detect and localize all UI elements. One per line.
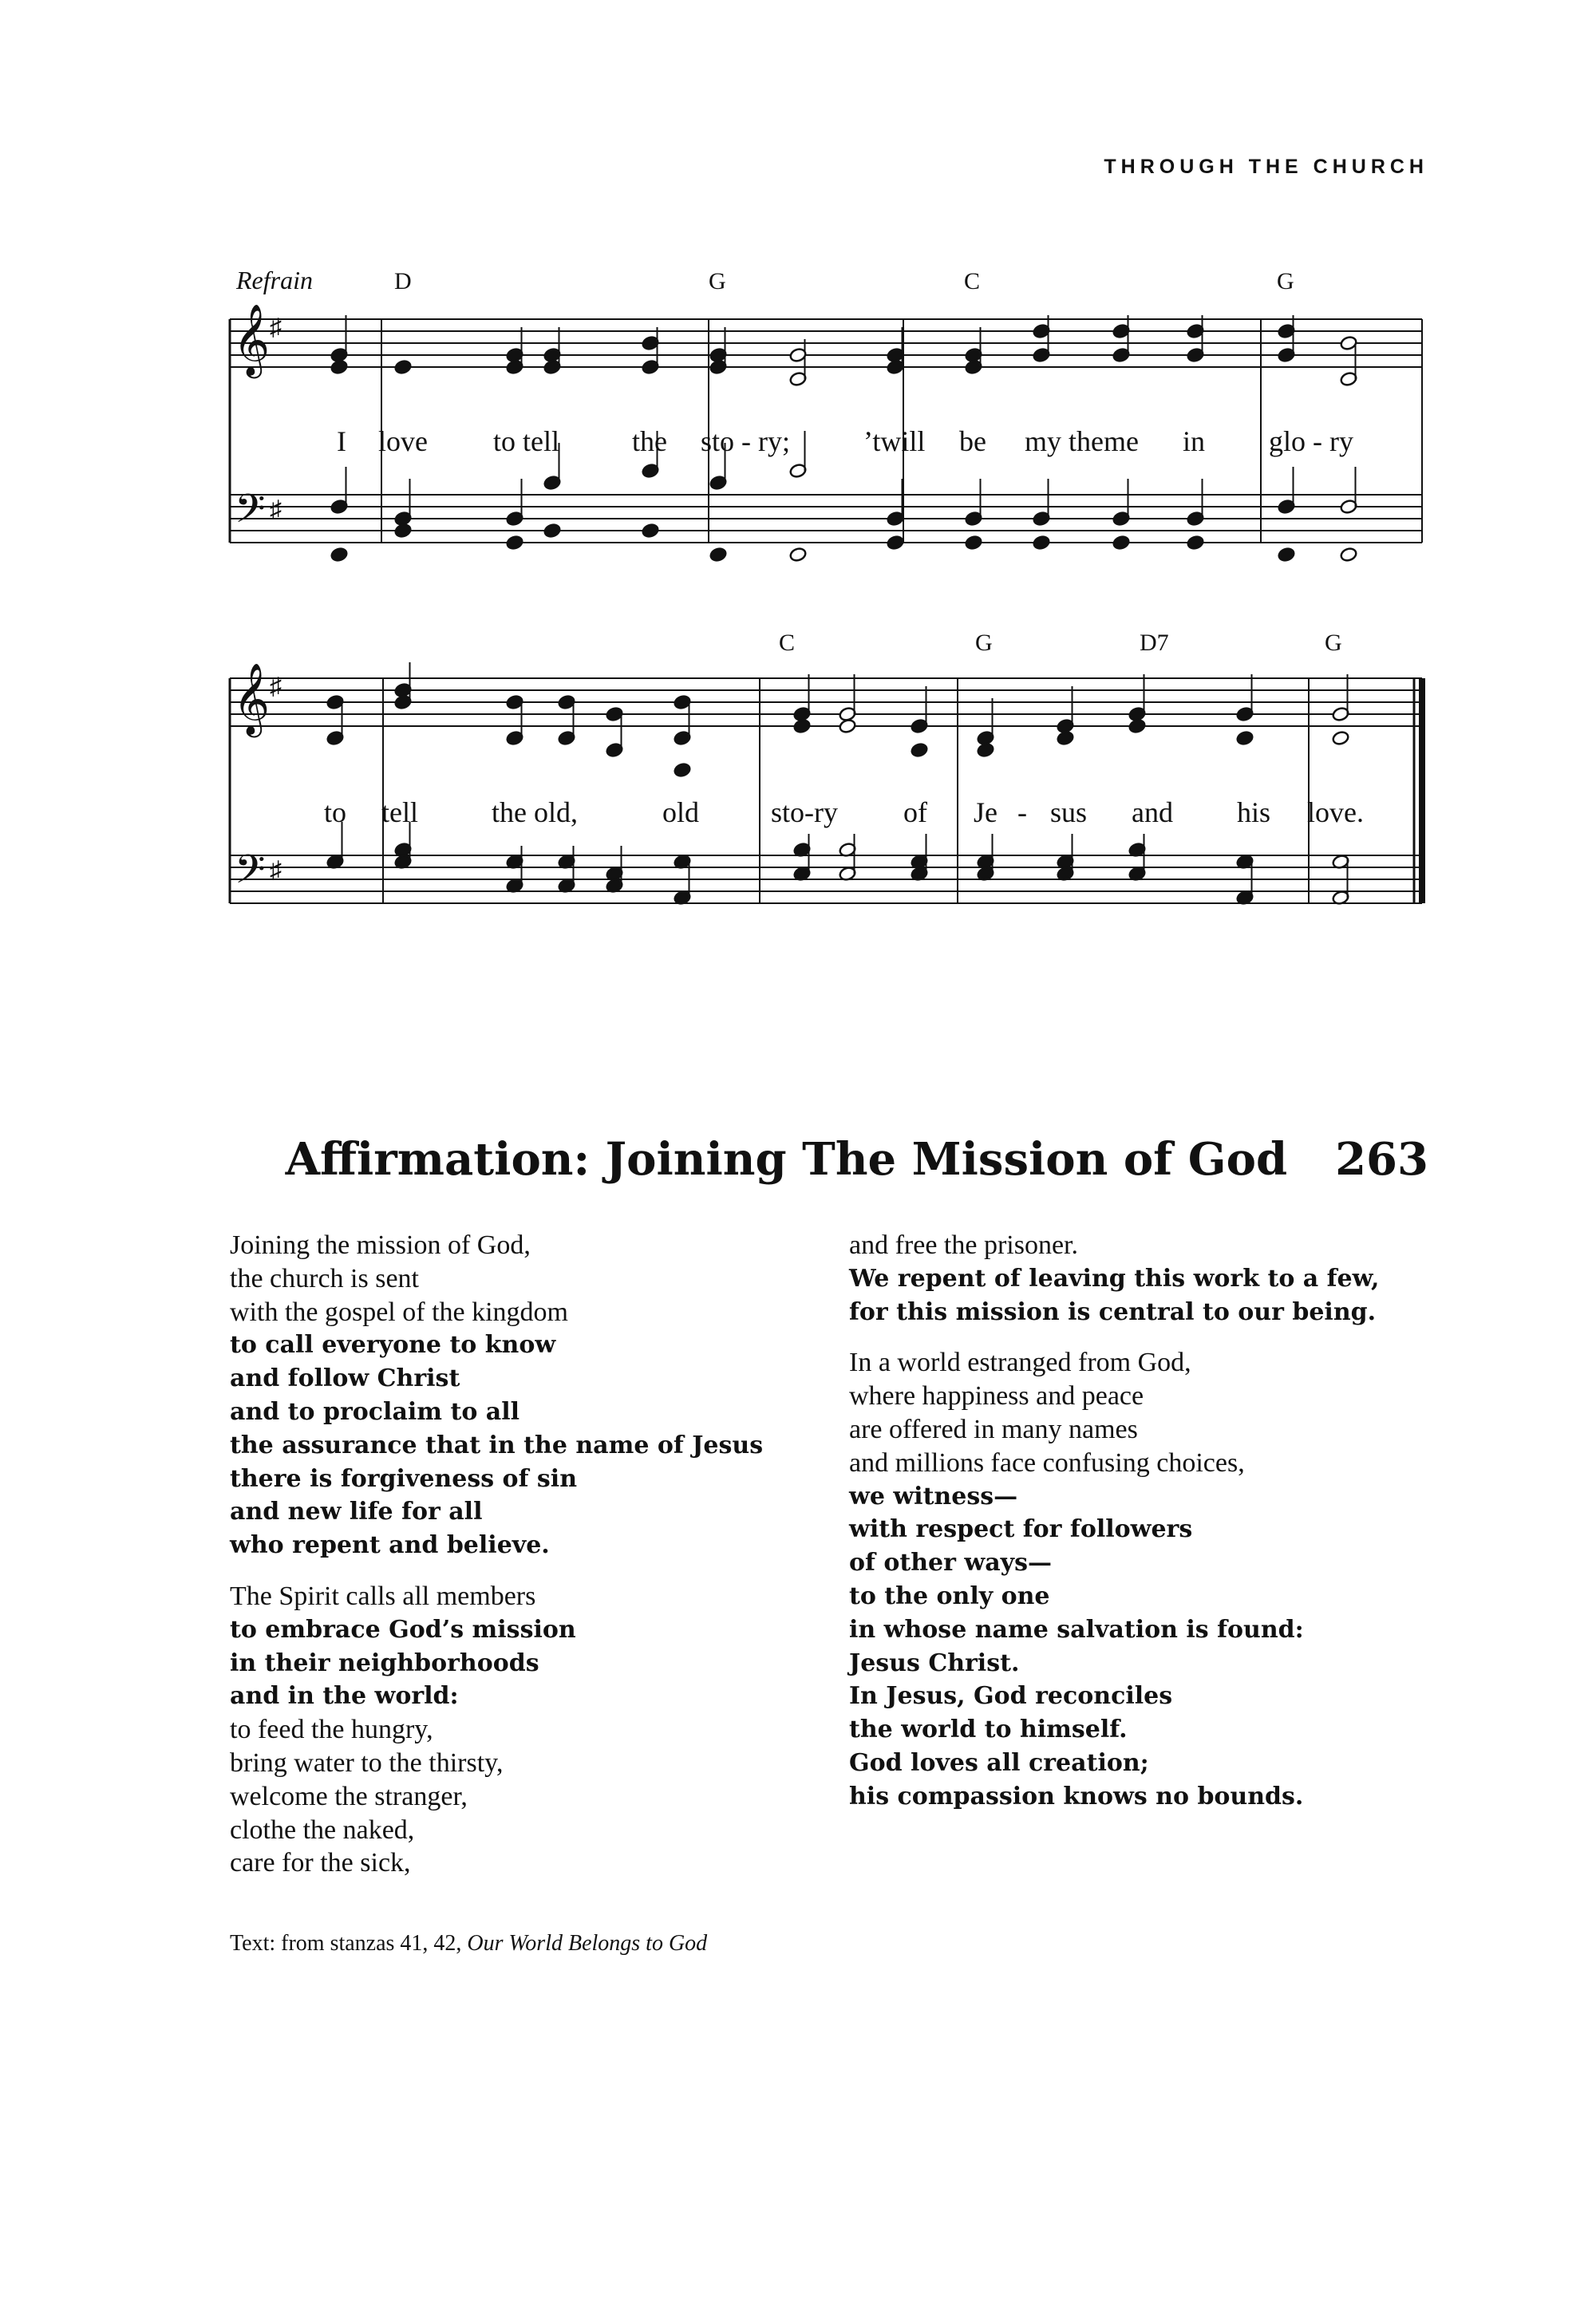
note-head (1112, 535, 1131, 551)
lyric: tell (381, 796, 418, 828)
response-line: with respect for followers (849, 1515, 1193, 1544)
stanza (230, 1229, 836, 1562)
lyric: to (324, 796, 347, 828)
treble-staff (230, 319, 1422, 367)
leader-line: care for the sick, (230, 1848, 411, 1878)
lyric: love. (1307, 796, 1364, 828)
lyric: old (662, 796, 700, 828)
page-title (0, 1133, 1428, 1186)
response-line: and in the world: (230, 1682, 459, 1711)
lyric: sto-ry (771, 796, 838, 828)
chord-symbol: G (1277, 268, 1294, 294)
stanza (849, 1346, 1456, 1813)
chord-symbol: G (1325, 630, 1342, 656)
note-head (506, 535, 524, 551)
note-head (1057, 730, 1075, 746)
note-head (839, 718, 857, 734)
leader-line: where happiness and peace (849, 1381, 1144, 1412)
response-line: there is forgiveness of sin (230, 1464, 578, 1493)
key-signature-sharp: ♯ (270, 496, 282, 523)
response-line: and new life for all (230, 1498, 483, 1526)
hymn-number: 263 (1335, 1133, 1428, 1186)
lyric: my theme (1025, 425, 1139, 457)
note-head (543, 523, 562, 539)
response-line: to the only one (849, 1581, 1050, 1610)
chord-symbol: C (779, 630, 796, 656)
response-line: who repent and believe. (230, 1531, 550, 1560)
response-line: We repent of leaving this work to a few, (849, 1264, 1380, 1293)
lyric: his (1237, 796, 1271, 828)
note-head (394, 523, 413, 539)
right-column (849, 1229, 1456, 1831)
lyric: and (1132, 796, 1173, 828)
note-head (887, 535, 905, 551)
leader-line: and free the prisoner. (849, 1230, 1078, 1260)
bass-clef: 𝄢 (235, 488, 266, 540)
text-credit (230, 1931, 707, 1957)
note-head (1187, 535, 1205, 551)
lyric: I (337, 425, 346, 457)
note-head (1033, 535, 1051, 551)
lyric: be (959, 425, 986, 457)
response-line: in their neighborhoods (230, 1649, 539, 1677)
lyric: Je (974, 796, 998, 828)
note-head (911, 742, 929, 758)
chord-symbol: D7 (1140, 630, 1169, 656)
response-line: his compassion knows no bounds. (849, 1782, 1304, 1811)
note-head (642, 523, 660, 539)
response-line: to embrace God’s mission (230, 1615, 576, 1644)
leader-line: The Spirit calls all members (230, 1581, 536, 1611)
chord-symbol: C (964, 268, 981, 294)
note-head (793, 718, 812, 734)
lyric: sus (1050, 796, 1088, 828)
note-head (1128, 718, 1147, 734)
sheet-music (0, 0, 1596, 1037)
response-line: to call everyone to know (230, 1331, 556, 1360)
leader-line: to feed the hungry, (230, 1715, 433, 1745)
note-head (709, 547, 728, 563)
leader-line: with the gospel of the kingdom (230, 1297, 569, 1327)
leader-line: the church is sent (230, 1263, 419, 1293)
lyric: - (1017, 796, 1027, 828)
note-head (977, 742, 995, 758)
lyric: the (632, 425, 667, 457)
stanza (230, 1580, 836, 1880)
response-line: God loves all creation; (849, 1748, 1149, 1777)
response-line: and to proclaim to all (230, 1397, 520, 1426)
chord-symbol: G (709, 268, 726, 294)
response-line: of other ways— (849, 1549, 1052, 1578)
lyric: glo - ry (1269, 425, 1353, 457)
credit-source: Our World Belongs to God (467, 1931, 708, 1956)
response-line: Jesus Christ. (849, 1649, 1020, 1677)
note-head (1340, 547, 1358, 563)
response-line: In Jesus, God reconciles (849, 1682, 1173, 1711)
lyric: of (903, 796, 927, 828)
leader-line: In a world estranged from God, (849, 1348, 1191, 1378)
bass-clef: 𝄢 (235, 848, 266, 901)
title-text: Affirmation: Joining The Mission of God (285, 1133, 1288, 1186)
response-line: the world to himself. (849, 1716, 1128, 1744)
note-head (674, 762, 692, 778)
key-signature-sharp: ♯ (270, 314, 282, 341)
lyric: ’twill (863, 425, 926, 457)
credit-prefix: Text: from stanzas 41, 42, (230, 1931, 468, 1956)
note-head (1278, 547, 1296, 563)
lyric: in (1183, 425, 1206, 457)
note-head (330, 547, 349, 563)
note-head (1332, 730, 1350, 746)
key-signature-sharp: ♯ (270, 673, 282, 700)
lyric: the old, (492, 796, 578, 828)
response-line: in whose name salvation is found: (849, 1615, 1304, 1644)
leader-line: welcome the stranger, (230, 1781, 468, 1811)
left-column (230, 1229, 836, 1897)
lyric: sto - ry; (701, 425, 790, 457)
response-line: and follow Christ (230, 1364, 460, 1393)
note-head (394, 359, 413, 375)
leader-line: bring water to the thirsty, (230, 1747, 504, 1778)
response-line: for this mission is central to our being. (849, 1297, 1377, 1326)
key-signature-sharp: ♯ (270, 857, 282, 883)
refrain-label: Refrain (236, 266, 313, 294)
response-line: the assurance that in the name of Jesus (230, 1431, 764, 1459)
lyric: to tell (493, 425, 559, 457)
chord-symbol: D (394, 268, 412, 294)
leader-line: Joining the mission of God, (230, 1230, 531, 1260)
leader-line: are offered in many names (849, 1414, 1138, 1444)
chord-symbol: G (975, 630, 993, 656)
running-head: THROUGH THE CHURCH (1104, 156, 1428, 178)
treble-clef: 𝄞 (233, 305, 271, 374)
treble-clef: 𝄞 (233, 664, 271, 733)
lyric: love (378, 425, 428, 457)
leader-line: and millions face confusing choices, (849, 1447, 1245, 1478)
note-head (789, 547, 808, 563)
response-line: we witness— (849, 1482, 1018, 1510)
note-head (965, 535, 983, 551)
leader-line: clothe the naked, (230, 1814, 415, 1845)
note-head (1236, 730, 1254, 746)
stanza (849, 1229, 1456, 1329)
